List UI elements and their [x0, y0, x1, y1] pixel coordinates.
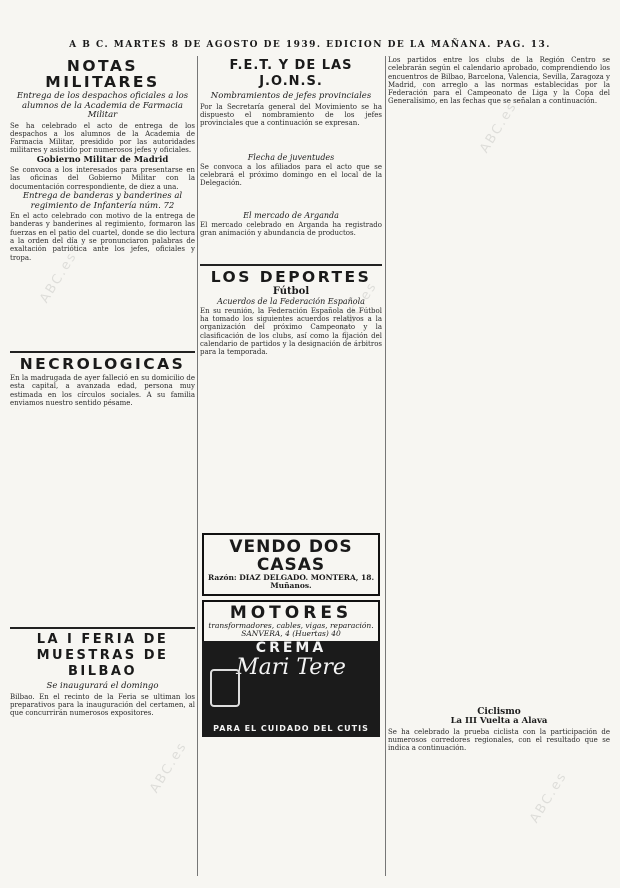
acuerdos-text: En su reunión, la Federación Española de Fútbol ha tomado los siguientes acuerdos relativos a la organización del próximo Campeonato y la clasificación de los clubs, así como la fijación del calendario de partidos y la designación de árbitros para la temporada. [200, 306, 382, 357]
notas-militares-heading: NOTAS MILITARES [45, 57, 160, 91]
flechas-text: Se convoca a los afiliados para el acto que se celebrará el próximo domingo en el local de la Delegación. [200, 162, 382, 188]
deportes-heading: LOS DEPORTES [210, 268, 372, 287]
necrologicas-heading: NECROLOGICAS [19, 355, 186, 374]
acuerdos-heading: Acuerdos de la Federación Española [217, 296, 365, 306]
ad-motores-text: transformadores, cables, vigas, reparación. SANVERA, 4 (Huertas) 40 [208, 620, 374, 639]
ad-crema-mari-tere [202, 641, 380, 737]
mercado-heading: El mercado de Arganda [243, 210, 339, 220]
banderas-text: En el acto celebrado con motivo de la entrega de banderas y banderines al regimiento, formaron las fuerzas en el patio del cuartel, donde se dio lectura a la orden del día y se pronunciaron palabras de exaltación patriótica ante los jefes, oficiales y tropa. [10, 212, 195, 262]
gobierno-militar-heading: Gobierno Militar de Madrid [36, 154, 169, 165]
watermark: ABC.es [37, 249, 81, 306]
notas-militares-subheading: Entrega de los despachos oficiales a los alumnos de la Academia de Farmacia Militar [16, 91, 189, 120]
feria-text: Bilbao. En el recinto de la Feria se ultiman los preparativos para la inauguración del certamen, al que concurrirán numerosos expositores. [10, 692, 195, 718]
cream-jar-icon [210, 669, 240, 707]
watermark: ABC.es [527, 769, 571, 826]
ad-motores [202, 600, 380, 641]
banderas-heading: Entrega de banderas y banderines al regimiento de Infantería núm. 72 [22, 191, 183, 211]
fet-jons-heading: F.E.T. Y DE LAS J.O.N.S. [229, 58, 353, 89]
flechas-heading: Flecha de juventudes [247, 152, 335, 162]
ciclismo-text: Se ha celebrado la prueba ciclista con la participación de numerosos corredores regionales, con el resultado que se indica a continuación. [388, 727, 610, 753]
ad-vendo-title: VENDO DOS CASAS [229, 536, 353, 575]
feria-heading: LA I FERIA DE MUESTRAS DE BILBAO [36, 632, 169, 680]
column-divider [197, 56, 198, 876]
crema-title: CREMA [255, 639, 327, 656]
section-rule [10, 351, 195, 353]
crema-tagline: PARA EL CUIDADO DEL CUTIS [213, 723, 369, 733]
futbol-heading: Fútbol [272, 286, 310, 298]
column-divider [385, 56, 386, 876]
column-middle [200, 56, 382, 878]
ad-vendo-text: Razón: DIAZ DELGADO. MONTERA, 18. Muñanos. [207, 572, 375, 591]
section-rule [200, 264, 382, 266]
gobierno-militar-text: Se convoca a los interesados para presentarse en las oficinas del Gobierno Militar con la documentación correspondiente, de diez a una. [10, 166, 195, 191]
ad-motores-title: MOTORES [229, 602, 353, 623]
crema-brand: Mari Tere [236, 655, 346, 681]
vuelta-alava-heading: La III Vuelta a Alava [450, 716, 548, 727]
ciclismo-heading: Ciclismo [477, 707, 521, 717]
watermark: ABC.es [337, 279, 381, 336]
section-rule [10, 627, 195, 629]
notas-militares-text: Se ha celebrado el acto de entrega de los despachos a los alumnos de la Academia de Farmacia Militar, presidido por las autoridades militares y asistido por numerosos jefes y oficiales. [10, 121, 195, 155]
feria-subheading: Se inaugurará el domingo [46, 681, 159, 692]
watermark: ABC.es [147, 739, 191, 796]
fet-jons-text: Por la Secretaría general del Movimiento se ha dispuesto el nombramiento de los jefes provinciales que a continuación se expresan. [200, 102, 382, 128]
page-header: A B C. MARTES 8 DE AGOSTO DE 1939. EDICION DE LA MAÑANA. PAG. 13. [69, 40, 551, 50]
mercado-text: El mercado celebrado en Arganda ha registrado gran animación y abundancia de productos. [200, 221, 382, 238]
watermark: ABC.es [477, 99, 521, 156]
necrologicas-text: En la madrugada de ayer falleció en su domicilio de esta capital, a avanzada edad, persona muy estimada en los círculos sociales. A su familia enviamos nuestro sentido pésame. [10, 374, 195, 407]
fet-jons-subheading: Nombramientos de jefes provinciales [210, 91, 372, 101]
column-right [388, 56, 610, 878]
ad-vendo-casas [202, 533, 380, 596]
futbol-continuation-text: Los partidos entre los clubs de la Región Centro se celebrarán según el calendario aprobado, comprendiendo los encuentros de Bilbao, Barcelona, Valencia, Sevilla, Zaragoza y Madrid, con arreglo a las normas establecidas por la Federación para el Campeonato de Liga y la Copa del Generalísimo, en las fechas que se señalan a continuación. [388, 56, 610, 106]
